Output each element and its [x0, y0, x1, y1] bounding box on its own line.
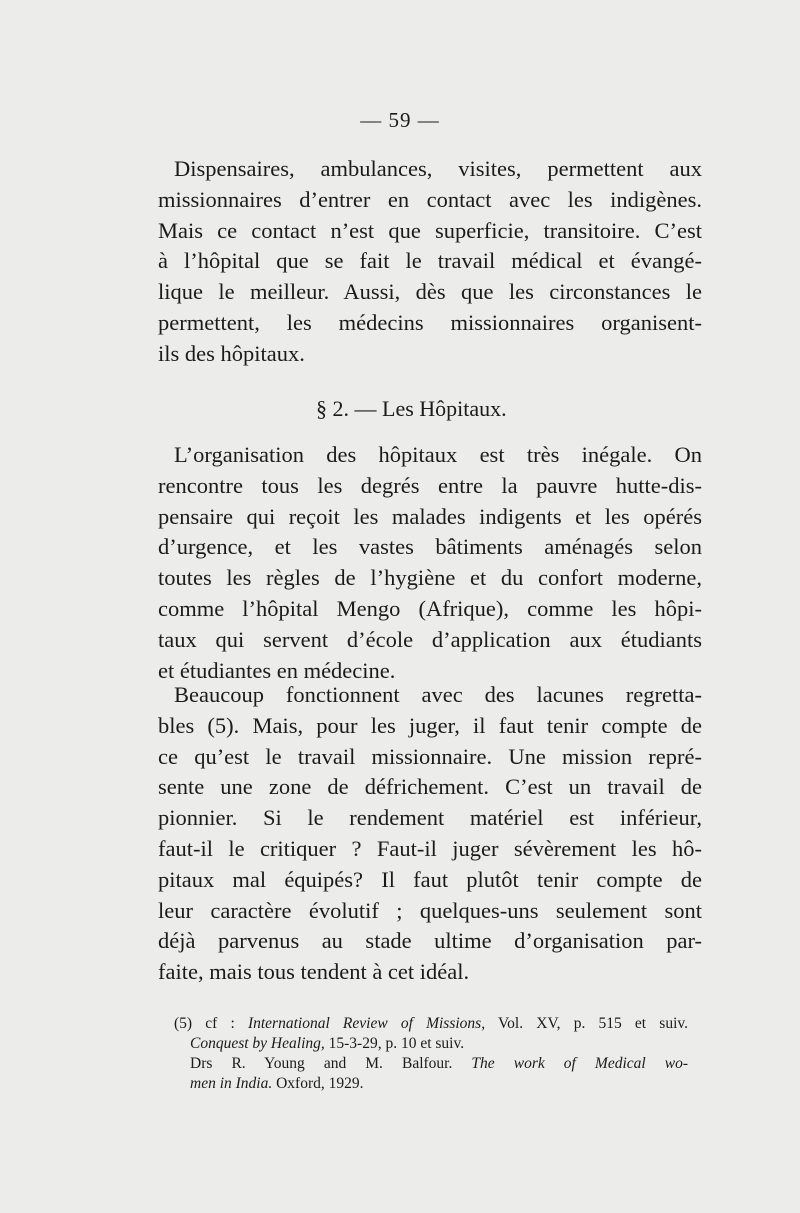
paragraph-line: sente une zone de défrichement. C’est un travail de [158, 774, 702, 800]
footnote-title: International Review of Missions, [247, 1015, 486, 1032]
paragraph-line: faite, mais tous tendent à cet idéal. [158, 959, 470, 985]
footnote-title: The work of Medical wo- [471, 1055, 688, 1072]
paragraph-line: permettent, les médecins missionnaires organisent- [158, 309, 702, 335]
footnote-line [174, 1014, 688, 1034]
paragraph-3 [158, 680, 702, 988]
paragraph-line: d’urgence, et les vastes bâtiments aménagés selon [158, 534, 702, 560]
footnote-marker: (5) [174, 1015, 193, 1032]
paragraph-line: ce qu’est le travail missionnaire. Une mission repré- [158, 743, 702, 769]
paragraph-line: et étudiantes en médecine. [158, 657, 396, 683]
section-heading: § 2. — Les Hôpitaux. [316, 396, 507, 421]
paragraph-line: à l’hôpital que se fait le travail médical et évangé- [158, 248, 702, 274]
paragraph-line: Mais ce contact n’est que superficie, transitoire. C’est [158, 217, 702, 243]
paragraph-line: pionnier. Si le rendement matériel est inférieur, [158, 805, 702, 831]
footnote-line [174, 1054, 688, 1074]
paragraph-line: L’organisation des hôpitaux est très inégale. On [174, 442, 702, 467]
paragraph-line: déjà parvenus au stade ultime d’organisation par- [158, 928, 702, 954]
paragraph-line: lique le meilleur. Aussi, dès que les circonstances le [158, 279, 702, 305]
page-number: — 59 — [360, 108, 440, 132]
footnote-block [174, 1014, 688, 1094]
footnote-text: Drs R. Young and M. Balfour. [190, 1055, 472, 1072]
paragraph-line: rencontre tous les degrés entre la pauvre hutte-dis- [158, 472, 702, 498]
paragraph-line: toutes les règles de l’hygiène et du confort moderne, [158, 565, 702, 591]
paragraph-2 [158, 440, 702, 686]
paragraph-line: bles (5). Mais, pour les juger, il faut tenir compte de [158, 712, 702, 738]
paragraph-line: pensaire qui reçoit les malades indigents et les opérés [158, 503, 702, 529]
paragraph-line: ils des hôpitaux. [158, 340, 305, 366]
footnote-line [174, 1034, 688, 1054]
paragraph-line: Dispensaires, ambulances, visites, permettent aux [174, 156, 702, 181]
footnote-text: Oxford, 1929. [272, 1075, 364, 1092]
paragraph-line: missionnaires d’entrer en contact avec les indigènes. [158, 186, 702, 212]
footnote-title: Conquest by Healing, [190, 1035, 325, 1052]
paragraph-line: leur caractère évolutif ; quelques-uns seulement sont [158, 897, 702, 923]
footnote-line [174, 1074, 688, 1094]
paragraph-line: pitaux mal équipés? Il faut plutôt tenir compte de [158, 866, 702, 892]
paragraph-line: faut-il le critiquer ? Faut-il juger sévèrement les hô- [158, 835, 702, 861]
footnote-text: Vol. XV, p. 515 et suiv. [485, 1015, 688, 1032]
footnote-text: cf : [205, 1015, 248, 1032]
paragraph-1 [158, 154, 702, 370]
paragraph-line: Beaucoup fonctionnent avec des lacunes regretta- [174, 682, 702, 707]
footnote-title: men in India. [190, 1075, 273, 1092]
footnote-text: 15-3-29, p. 10 et suiv. [324, 1035, 465, 1052]
paragraph-line: comme l’hôpital Mengo (Afrique), comme les hôpi- [158, 595, 702, 621]
paragraph-line: taux qui servent d’école d’application aux étudiants [158, 626, 702, 652]
